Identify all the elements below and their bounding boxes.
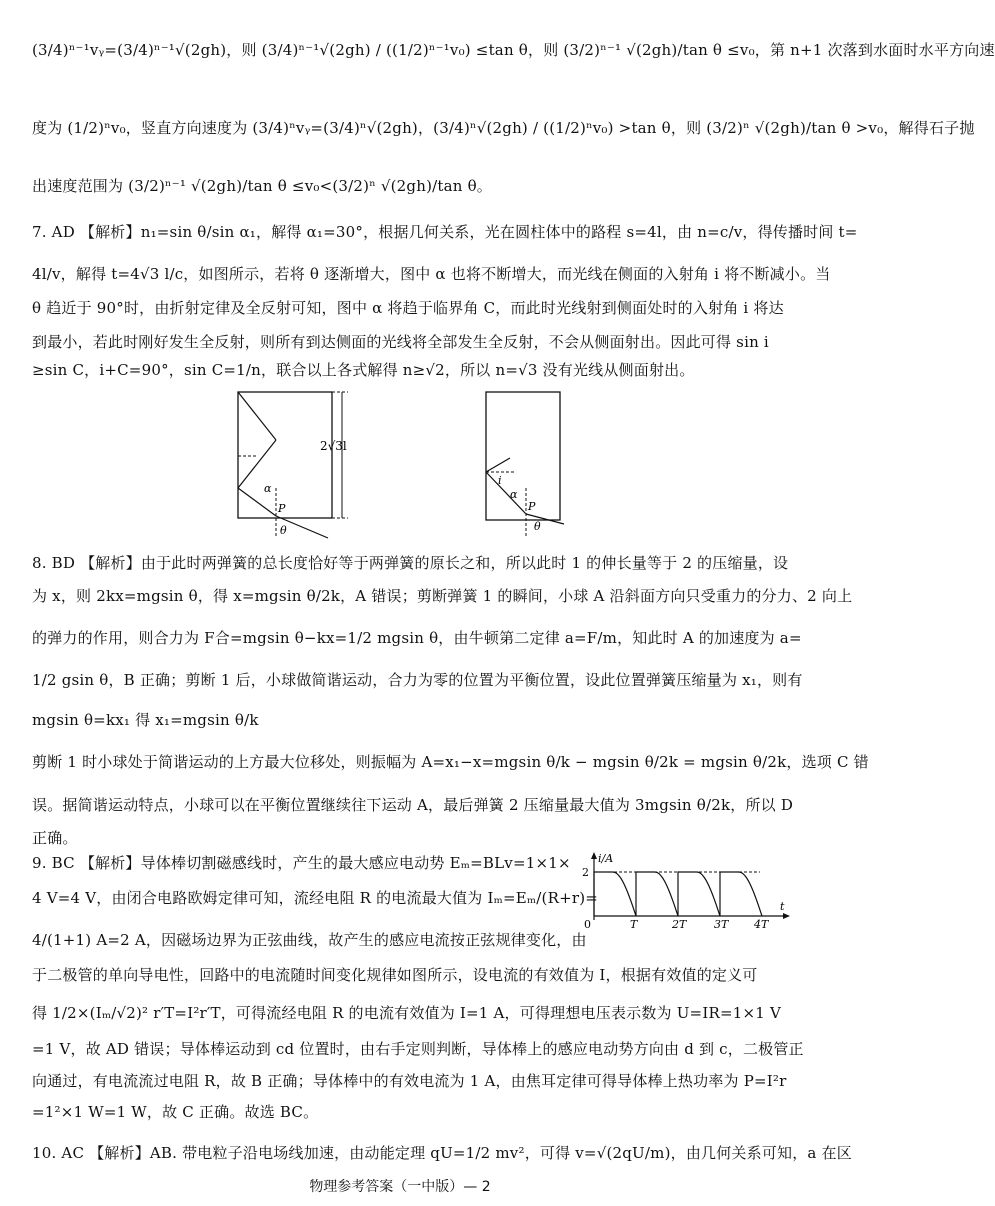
q7-line-2: 4l/v，解得 t=4√3 l/c，如图所示，若将 θ 逐渐增大，图中 α 也将不断增大，而光线在侧面的入射角 i 将不断减小。当 bbox=[32, 265, 831, 283]
y-axis-label: i/A bbox=[598, 852, 614, 865]
current-pulse bbox=[678, 872, 720, 916]
origin-label: 0 bbox=[584, 918, 591, 931]
current-pulse bbox=[720, 872, 762, 916]
q8-line-5: mgsin θ=kx₁ 得 x₁=mgsin θ/k bbox=[32, 711, 259, 729]
q8-line-7: 误。据简谐运动特点，小球可以在平衡位置继续往下运动 A，最后弹簧 2 压缩量最大值为 3mgsin θ/2k，所以 D bbox=[32, 796, 794, 814]
q7-line-1: 7. AD 【解析】n₁=sin θ/sin α₁，解得 α₁=30°，根据几何关系，光在圆柱体中的路程 s=4l，由 n=c/v，得传播时间 t= bbox=[32, 223, 858, 241]
theta-label: θ bbox=[534, 520, 541, 533]
current-pulse bbox=[594, 872, 636, 916]
cylinder-outline bbox=[486, 392, 560, 520]
page-footer: 物理参考答案（一中版）— 2 bbox=[309, 1179, 491, 1195]
x-axis-label: t bbox=[780, 900, 785, 913]
tick-label-T: T bbox=[630, 918, 638, 931]
q9-line-4: 于二极管的单向导电性，回路中的电流随时间变化规律如图所示，设电流的有效值为 I，根据有效值的定义可 bbox=[32, 966, 758, 984]
alpha-label: α bbox=[264, 482, 272, 495]
point-p-label: P bbox=[528, 500, 536, 513]
point-p-label: P bbox=[278, 502, 286, 515]
q8-line-2: 为 x，则 2kx=mgsin θ，得 x=mgsin θ/2k，A 错误；剪断弹簧 1 的瞬间，小球 A 沿斜面方向只受重力的分力、2 向上 bbox=[32, 587, 853, 605]
q9-line-8: =1²×1 W=1 W，故 C 正确。故选 BC。 bbox=[32, 1103, 319, 1121]
q9-line-7: 向通过，有电流流过电阻 R，故 B 正确；导体棒中的有效电流为 1 A，由焦耳定律可得导体棒上热功率为 P=I²r bbox=[32, 1072, 787, 1090]
ray-segment bbox=[486, 472, 526, 514]
i-axis-arrow bbox=[591, 852, 597, 859]
q8-line-6: 剪断 1 时小球处于简谐运动的上方最大位移处，则振幅为 A=x₁−x=mgsin θ/k − mgsin θ/2k = mgsin θ/2k，选项 C 错 bbox=[32, 753, 869, 771]
q10-line-1: 10. AC 【解析】AB. 带电粒子沿电场线加速，由动能定理 qU=1/2 mv²，可得 v=√(2qU/m)，由几何关系可知，a 在区 bbox=[32, 1144, 852, 1162]
ray-segment bbox=[238, 440, 276, 488]
text-line-3: 出速度范围为 (3/2)ⁿ⁻¹ √(2gh)/tan θ ≤v₀<(3/2)ⁿ √(2gh)/tan θ。 bbox=[32, 177, 493, 195]
text-line-1: (3/4)ⁿ⁻¹vᵧ=(3/4)ⁿ⁻¹√(2gh)，则 (3/4)ⁿ⁻¹√(2gh) / ((1/2)ⁿ⁻¹v₀) ≤tan θ，则 (3/2)ⁿ⁻¹ √(2gh)/tan θ ≤v₀，第 n+1 次落到水面时水平方向速 bbox=[32, 41, 995, 59]
q9-line-2: 4 V=4 V，由闭合电路欧姆定律可知，流经电阻 R 的电流最大值为 Iₘ=Eₘ/(R+r)= bbox=[32, 889, 599, 907]
t-axis-arrow bbox=[783, 913, 790, 919]
q9-line-3: 4/(1+1) A=2 A，因磁场边界为正弦曲线，故产生的感应电流按正弦规律变化，由 bbox=[32, 931, 587, 949]
q7-line-4: 到最小，若此时刚好发生全反射，则所有到达侧面的光线将全部发生全反射，不会从侧面射出。因此可得 sin i bbox=[32, 333, 769, 351]
q9-line-5: 得 1/2×(Iₘ/√2)² r′T=I²r′T，可得流经电阻 R 的电流有效值为 I=1 A，可得理想电压表示数为 U=IR=1×1 V bbox=[32, 1004, 781, 1022]
y-max-label: 2 bbox=[582, 866, 589, 879]
ray-segment bbox=[486, 458, 510, 472]
q8-line-8: 正确。 bbox=[32, 829, 78, 847]
tick-label-3T: 3T bbox=[714, 918, 729, 931]
q8-line-4: 1/2 gsin θ，B 正确；剪断 1 后，小球做简谐运动，合力为零的位置为平衡位置，设此位置弹簧压缩量为 x₁，则有 bbox=[32, 671, 803, 689]
q7-line-5: ≥sin C，i+C=90°，sin C=1/n，联合以上各式解得 n≥√2，所以 n=√3 没有光线从侧面射出。 bbox=[32, 361, 695, 379]
q7-line-3: θ 趋近于 90°时，由折射定律及全反射可知，图中 α 将趋于临界角 C，而此时光线射到侧面处时的入射角 i 将达 bbox=[32, 299, 784, 317]
q9-current-graph bbox=[580, 850, 792, 930]
alpha-label: α bbox=[510, 488, 518, 501]
q8-line-1: 8. BD 【解析】由于此时两弹簧的总长度恰好等于两弹簧的原长之和，所以此时 1 的伸长量等于 2 的压缩量，设 bbox=[32, 554, 789, 572]
height-label: 2√3l bbox=[320, 439, 347, 453]
tick-label-2T: 2T bbox=[672, 918, 687, 931]
tick-label-4T: 4T bbox=[754, 918, 769, 931]
q8-line-3: 的弹力的作用，则合力为 F合=mgsin θ−kx=1/2 mgsin θ，由牛顿第二定律 a=F/m，知此时 A 的加速度为 a= bbox=[32, 629, 802, 647]
text-line-2: 度为 (1/2)ⁿv₀，竖直方向速度为 (3/4)ⁿvᵧ=(3/4)ⁿ√(2gh)，(3/4)ⁿ√(2gh) / ((1/2)ⁿv₀) >tan θ，则 (3/2)ⁿ √(2gh)/tan θ >v₀，解得石子抛 bbox=[32, 119, 975, 137]
incidence-angle-label: i bbox=[498, 474, 502, 487]
current-waveform bbox=[594, 872, 762, 916]
theta-label: θ bbox=[280, 524, 287, 537]
incident-ray bbox=[526, 514, 564, 524]
ray-segment bbox=[238, 392, 276, 440]
q9-line-6: =1 V，故 AD 错误；导体棒运动到 cd 位置时，由右手定则判断，导体棒上的感应电动势方向由 d 到 c，二极管正 bbox=[32, 1040, 804, 1058]
q9-line-1: 9. BC 【解析】导体棒切割磁感线时，产生的最大感应电动势 Eₘ=BLv=1×1× bbox=[32, 854, 571, 872]
q7-left-figure bbox=[228, 388, 358, 548]
current-pulse bbox=[636, 872, 678, 916]
q7-right-figure bbox=[480, 388, 590, 548]
